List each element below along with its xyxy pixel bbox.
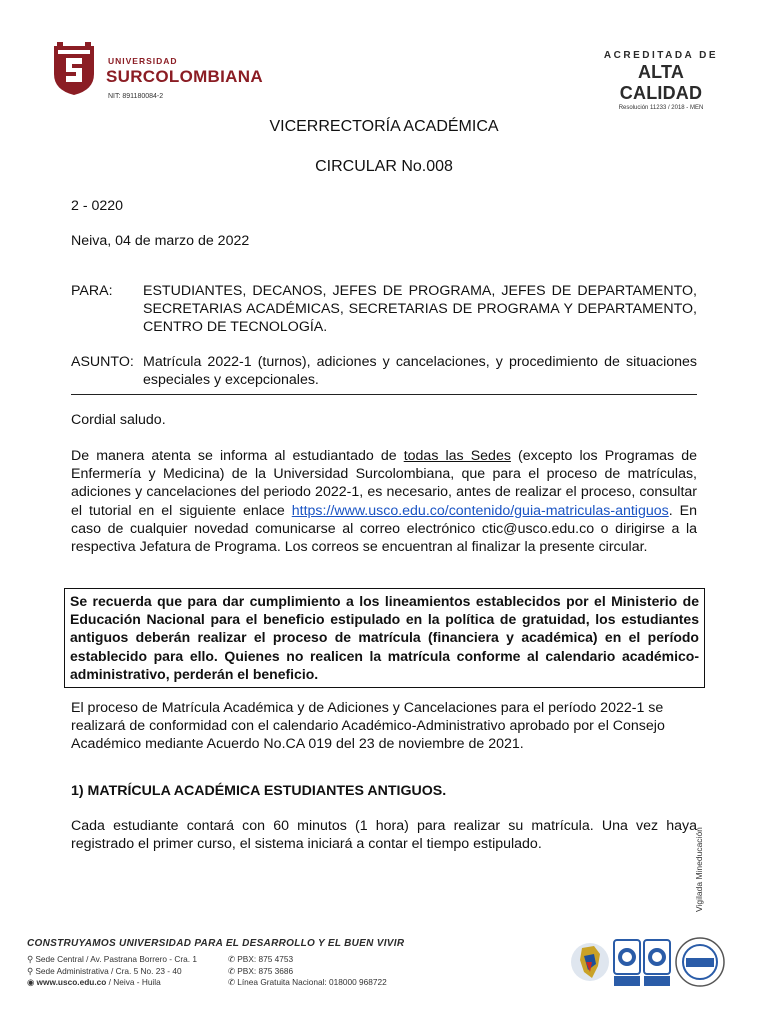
document-date: Neiva, 04 de marzo de 2022 bbox=[71, 233, 250, 249]
intro-text-3: . En caso de cualquier novedad comunicarse al correo electrónico ctic@usco.edu.co o dirigirse a la respectiva Jefatura de Programa. Los correos se encuentran al finalizar la presente circular. bbox=[71, 502, 697, 556]
accreditation-main: ALTA CALIDAD bbox=[619, 62, 703, 103]
icontec-cert-icon bbox=[614, 940, 640, 986]
footer-addresses bbox=[27, 954, 197, 989]
accreditation-logo bbox=[596, 50, 726, 111]
para-label: PARA: bbox=[71, 283, 113, 299]
greeting: Cordial saludo. bbox=[71, 412, 166, 428]
phone-icon: ✆ bbox=[228, 954, 238, 964]
footer-pbx-1: ✆ PBX: 875 4753 bbox=[228, 954, 294, 964]
reference-code: 2 - 0220 bbox=[71, 198, 124, 214]
website-link[interactable]: www.usco.edu.co bbox=[36, 977, 107, 987]
process-paragraph: El proceso de Matrícula Académica y de Adiciones y Cancelaciones para el período 2022-1 se realizará de conformidad con el calendario Académico-Administrativo aprobado por el Consejo Académico mediante Acuerdo No.CA 019 del 23 de noviembre de 2021. bbox=[71, 700, 665, 753]
footer-linea: ✆ Línea Gratuita Nacional: 018000 968722 bbox=[228, 977, 387, 987]
intro-text-2: (excepto los Programas de Enfermería y Medicina) de la Universidad Surcolombiana, que para el proceso de matrículas, adiciones y cancelaciones del periodo 2022-1, es necesario, antes de realizar el proceso, consultar el tutorial en el siguiente enlace bbox=[71, 448, 697, 519]
separator-line bbox=[71, 394, 697, 395]
asunto-row bbox=[71, 353, 697, 389]
tutorial-link[interactable]: https://www.usco.edu.co/contenido/guia-matriculas-antiguos bbox=[291, 502, 669, 519]
intro-paragraph bbox=[71, 447, 697, 556]
globe-icon: ◉ bbox=[27, 977, 37, 987]
footer-web: ◉ www.usco.edu.co / Neiva - Huila bbox=[27, 977, 161, 987]
university-label-small: UNIVERSIDAD bbox=[108, 56, 178, 66]
asunto-label: ASUNTO: bbox=[71, 354, 134, 370]
intro-text-1: De manera atenta se informa al estudiantado de bbox=[71, 448, 404, 464]
accreditation-resolution: Resolución 11233 / 2018 - MEN bbox=[618, 105, 704, 111]
circular-number: CIRCULAR No.008 bbox=[315, 158, 453, 175]
iso-cert-icon bbox=[644, 940, 670, 986]
para-recipients: ESTUDIANTES, DECANOS, JEFES DE PROGRAMA, JEFES DE DEPARTAMENTO, SECRETARIAS ACADÉMICAS, SECRETARIAS DE PROGRAMA Y DEPARTAMENTO, CENTRO DE TECNOLOGÍA. bbox=[143, 283, 697, 335]
phone-icon: ✆ bbox=[228, 977, 238, 987]
section-1-paragraph: Cada estudiante contará con 60 minutos (1 hora) para realizar su matrícula. Una vez haya registrado el primer curso, el sistema iniciará a contar el tiempo estipulado. bbox=[71, 818, 697, 853]
footer-slogan: CONSTRUYAMOS UNIVERSIDAD PARA EL DESARROLLO Y EL BUEN VIVIR bbox=[27, 938, 405, 949]
section-heading-1: 1) MATRÍCULA ACADÉMICA ESTUDIANTES ANTIGUOS. bbox=[71, 783, 447, 799]
location-pin-icon: ⚲ bbox=[27, 965, 36, 976]
vigilada-text: Vigilada Mineducación bbox=[694, 827, 704, 912]
nit-number: NIT: 891180084-2 bbox=[108, 93, 164, 100]
document-title: VICERRECTORÍA ACADÉMICA bbox=[269, 118, 499, 135]
location-pin-icon: ⚲ bbox=[27, 954, 36, 964]
footer-pbx-2: ✆ PBX: 875 3686 bbox=[228, 965, 294, 976]
para-row bbox=[71, 282, 697, 336]
footer-sede-admin: ⚲ Sede Administrativa / Cra. 5 No. 23 - 40 bbox=[27, 965, 182, 976]
phone-icon: ✆ bbox=[228, 965, 238, 976]
vigilada-label bbox=[694, 812, 714, 912]
shield-icon bbox=[52, 40, 96, 96]
colombia-map-icon bbox=[571, 943, 609, 981]
university-name: SURCOLOMBIANA bbox=[106, 67, 263, 86]
footer-sede-central: ⚲ Sede Central / Av. Pastrana Borrero - Cra. 1 bbox=[27, 954, 197, 964]
asunto-subject: Matrícula 2022-1 (turnos), adiciones y cancelaciones, y procedimiento de situaciones especiales y excepcionales. bbox=[143, 354, 697, 388]
footer-phones bbox=[228, 954, 387, 989]
university-logo bbox=[52, 40, 263, 106]
accreditation-top: ACREDITADA DE bbox=[603, 50, 719, 61]
iqnet-cert-icon bbox=[676, 938, 724, 986]
intro-underlined: todas las Sedes bbox=[403, 448, 511, 464]
certification-logos bbox=[570, 932, 740, 994]
gratuidad-notice-box: Se recuerda que para dar cumplimiento a los lineamientos establecidos por el Ministerio de Educación Nacional para el beneficio estipulado en la política de gratuidad, los estudiantes antiguos deberán realizar el proceso de matrícula (financiera y académica) en el período establecido para ello. Quienes no realicen la matrícula conforme al calendario académico-administrativo, perderán el beneficio. bbox=[64, 588, 705, 688]
